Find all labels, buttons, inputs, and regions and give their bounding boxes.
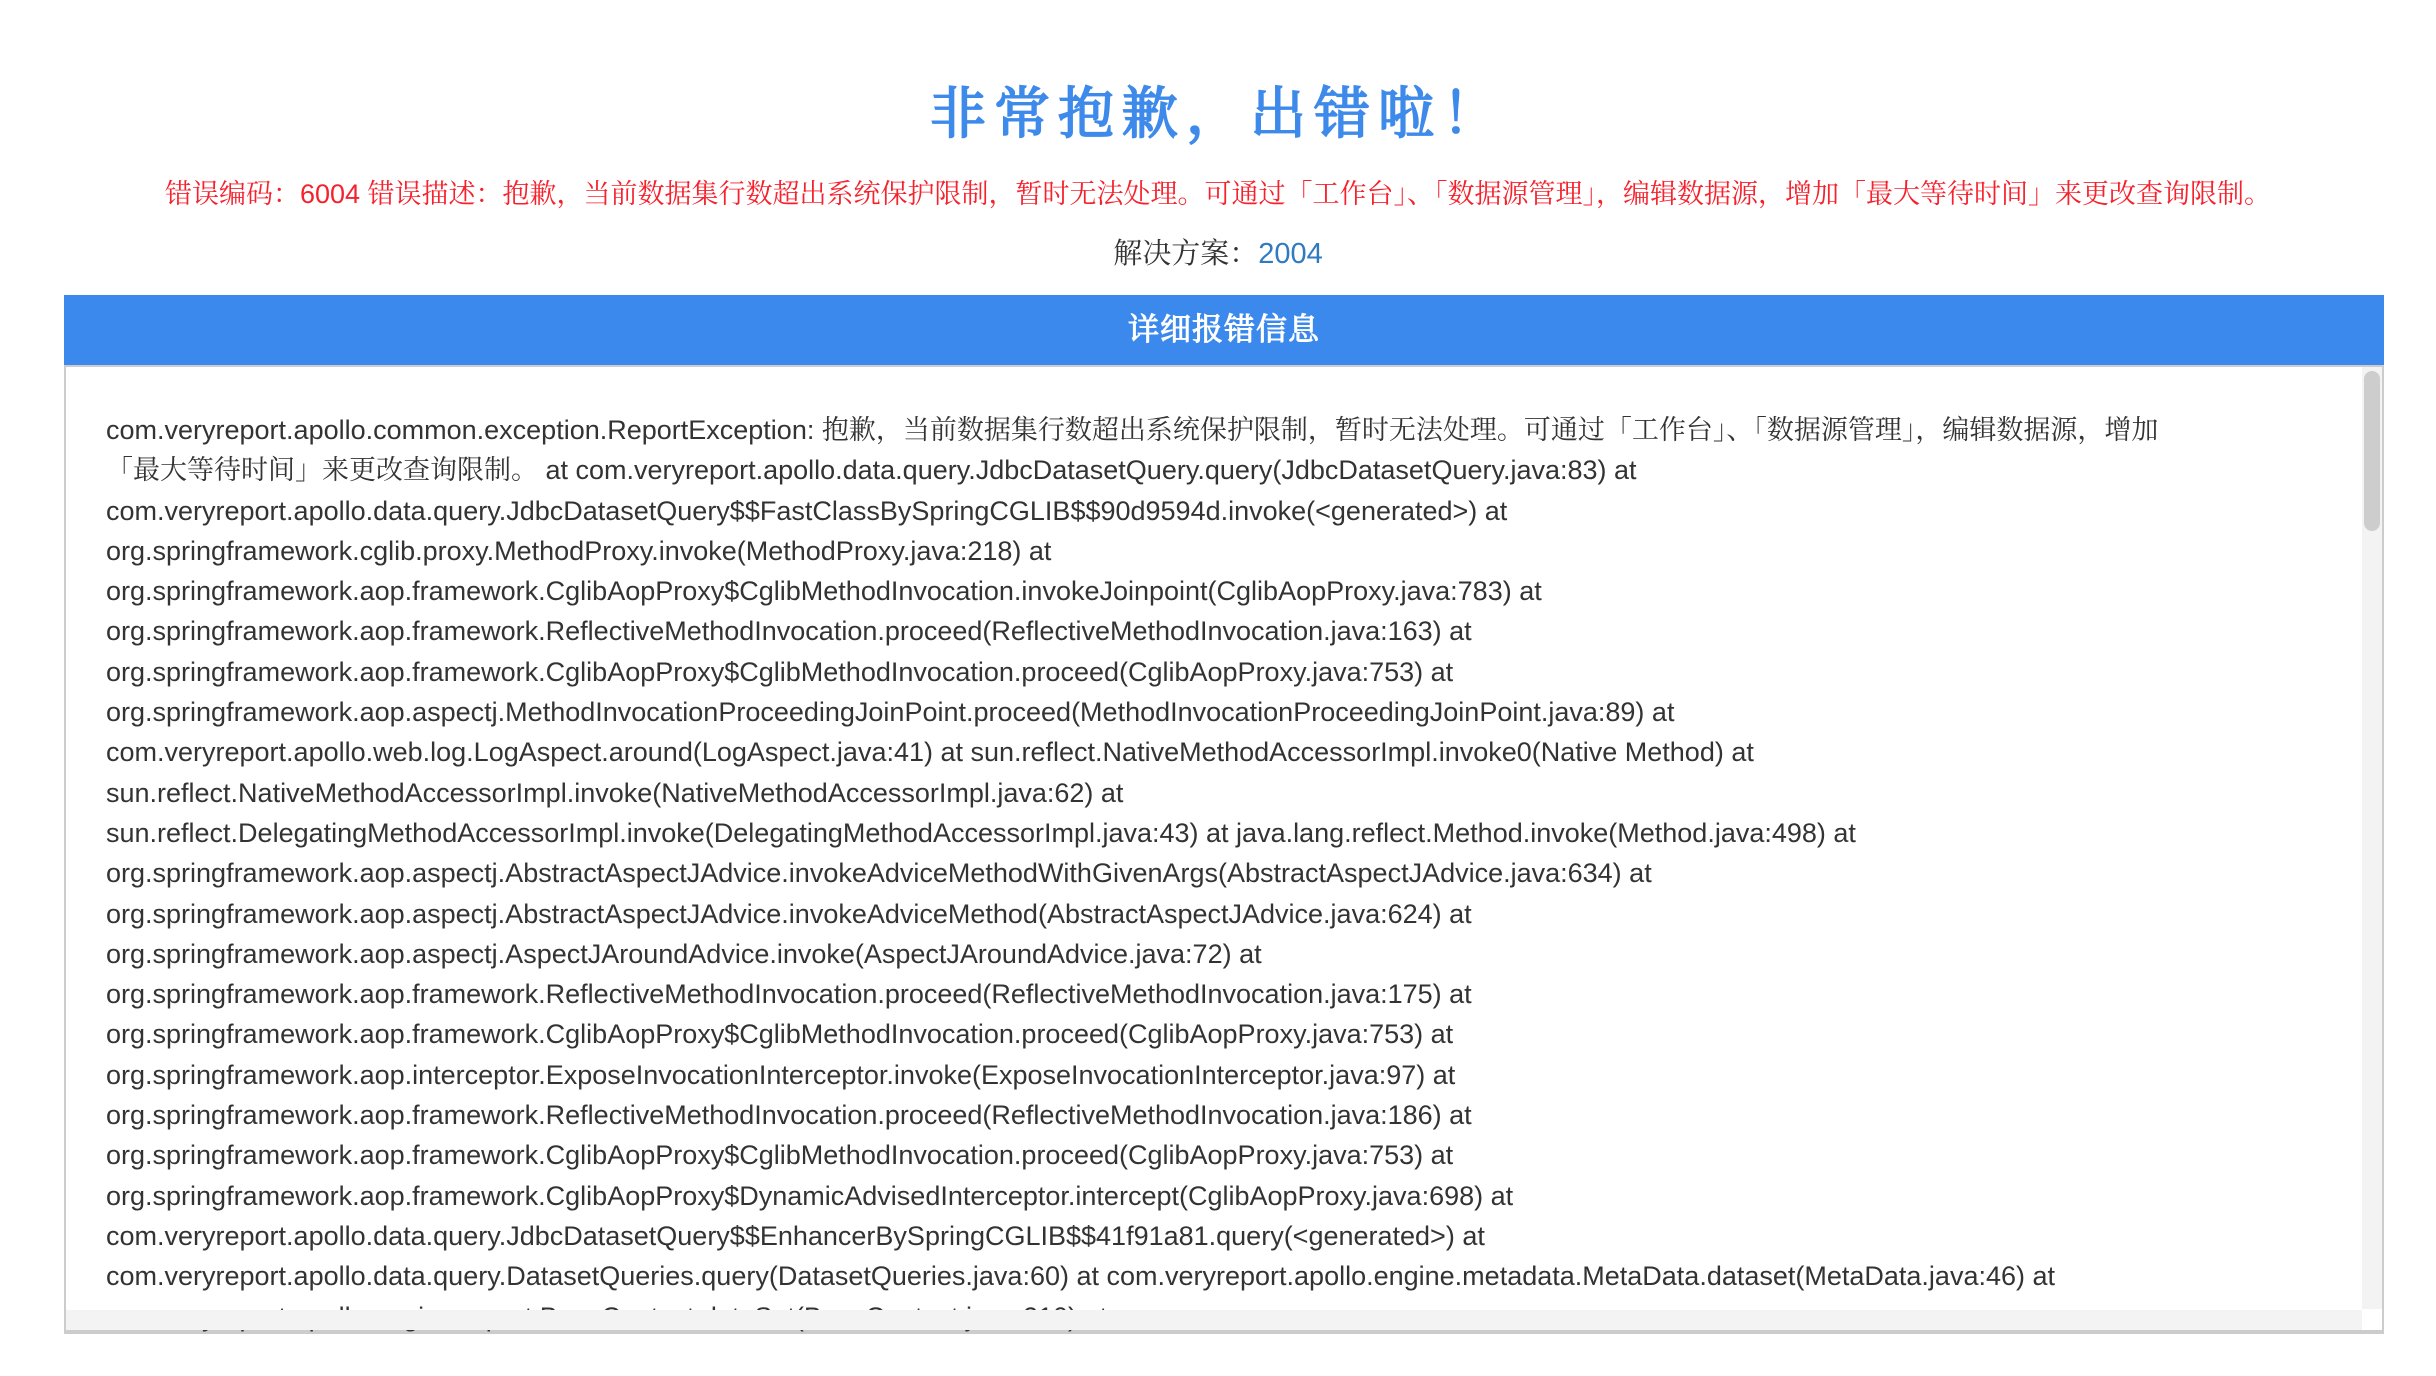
- error-page-title: 非常抱歉，出错啦！: [930, 82, 1506, 145]
- solution-row: [0, 234, 2436, 274]
- solution-label: 解决方案：: [1113, 238, 1259, 270]
- error-description: 抱歉，当前数据集行数超出系统保护限制，暂时无法处理。可通过「工作台」、「数据源管理」，编辑数据源，增加「最大等待时间」来更改查询限制。: [502, 179, 2272, 209]
- trace-line: com.veryreport.apollo.data.query.JdbcDatasetQuery$$EnhancerBySpringCGLIB$$41f91a81.query(<generated>) at: [106, 1220, 1485, 1251]
- horizontal-scrollbar[interactable]: [66, 1310, 2362, 1330]
- trace-line: 「最大等待时间」来更改查询限制。 at com.veryreport.apollo.data.query.JdbcDatasetQuery.query(JdbcDatasetQuery.java:83) at: [106, 455, 1637, 486]
- stack-trace-panel[interactable]: [64, 365, 2384, 1334]
- solution-link[interactable]: 2004: [1258, 238, 1323, 270]
- error-summary: [0, 174, 2436, 214]
- trace-line: org.springframework.aop.framework.CglibAopProxy$CglibMethodInvocation.invokeJoinpoint(CglibAopProxy.java:783) at: [106, 576, 1542, 607]
- trace-line: org.springframework.aop.aspectj.AspectJAroundAdvice.invoke(AspectJAroundAdvice.java:72) at: [106, 938, 1262, 969]
- trace-line: com.veryreport.apollo.data.query.DatasetQueries.query(DatasetQueries.java:60) at com.veryreport.apollo.engine.metadata.MetaData.dataset(MetaData.java:46) at: [106, 1261, 2056, 1292]
- trace-line: com.veryreport.apollo.web.log.LogAspect.around(LogAspect.java:41) at sun.reflect.NativeMethodAccessorImpl.invoke0(Native Method) at: [106, 737, 1754, 768]
- trace-line: org.springframework.aop.framework.CglibAopProxy$CglibMethodInvocation.proceed(CglibAopProxy.java:753) at: [106, 656, 1454, 687]
- trace-line: org.springframework.aop.interceptor.ExposeInvocationInterceptor.invoke(ExposeInvocationInterceptor.java:97) at: [106, 1059, 1456, 1090]
- stack-trace-text: [106, 410, 2356, 1292]
- vertical-scrollbar-thumb[interactable]: [2364, 371, 2380, 531]
- trace-line: org.springframework.aop.framework.ReflectiveMethodInvocation.proceed(ReflectiveMethodInvocation.java:163) at: [106, 616, 1472, 647]
- vertical-scrollbar[interactable]: [2362, 367, 2382, 1309]
- trace-line: org.springframework.aop.aspectj.MethodInvocationProceedingJoinPoint.proceed(MethodInvocationProceedingJoinPoint.java:89) at: [106, 697, 1675, 728]
- error-desc-label: 错误描述：: [367, 179, 503, 209]
- trace-line: org.springframework.aop.aspectj.AbstractAspectJAdvice.invokeAdviceMethod(AbstractAspectJAdvice.java:624) at: [106, 898, 1472, 929]
- trace-line: org.springframework.aop.framework.CglibAopProxy$CglibMethodInvocation.proceed(CglibAopProxy.java:753) at: [106, 1140, 1454, 1171]
- trace-line: org.springframework.aop.framework.CglibAopProxy$DynamicAdvisedInterceptor.intercept(CglibAopProxy.java:698) at: [106, 1180, 1514, 1211]
- trace-line: com.veryreport.apollo.data.query.JdbcDatasetQuery$$FastClassBySpringCGLIB$$90d9594d.invoke(<generated>) at: [106, 495, 1508, 526]
- trace-line: org.springframework.cglib.proxy.MethodProxy.invoke(MethodProxy.java:218) at: [106, 535, 1052, 566]
- trace-line: sun.reflect.NativeMethodAccessorImpl.invoke(NativeMethodAccessorImpl.java:62) at: [106, 777, 1124, 808]
- trace-line: org.springframework.aop.framework.ReflectiveMethodInvocation.proceed(ReflectiveMethodInvocation.java:186) at: [106, 1100, 1472, 1131]
- error-code: 6004: [299, 179, 361, 209]
- trace-line: com.veryreport.apollo.common.exception.ReportException: 抱歉，当前数据集行数超出系统保护限制，暂时无法处理。可通过「工作台」、「数据源管理」，编辑数据源，增加: [106, 415, 2159, 445]
- trace-line: org.springframework.aop.aspectj.AbstractAspectJAdvice.invokeAdviceMethodWithGivenArgs(AbstractAspectJAdvice.java:634) at: [106, 858, 1652, 889]
- scrollbar-corner: [2362, 1310, 2382, 1330]
- trace-line: sun.reflect.DelegatingMethodAccessorImpl.invoke(DelegatingMethodAccessorImpl.java:43) at java.lang.reflect.Method.invoke(Method.java:498) at: [106, 817, 1856, 848]
- error-code-label: 错误编码：: [164, 179, 300, 209]
- trace-line: org.springframework.aop.framework.ReflectiveMethodInvocation.proceed(ReflectiveMethodInvocation.java:175) at: [106, 979, 1472, 1010]
- trace-line: org.springframework.aop.framework.CglibAopProxy$CglibMethodInvocation.proceed(CglibAopProxy.java:753) at: [106, 1019, 1454, 1050]
- detail-panel-header: 详细报错信息: [64, 295, 2384, 365]
